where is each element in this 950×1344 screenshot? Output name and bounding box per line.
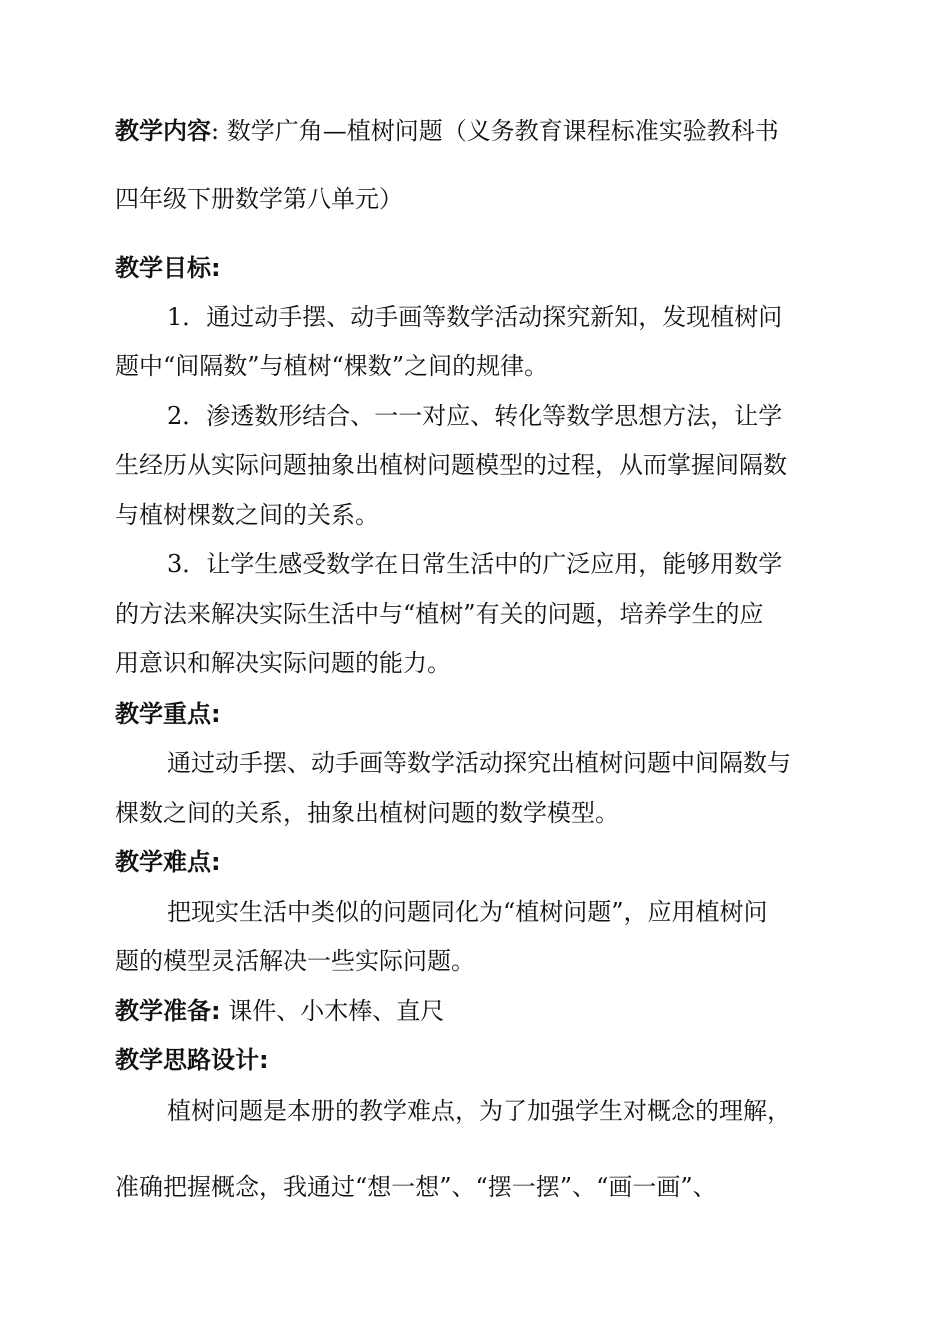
difficulties-line-2: 题的模型灵活解决一些实际问题。 (115, 947, 475, 975)
design-line-2: 准确把握概念，我通过“想一想”、“摆一摆”、“画一画”、 (115, 1173, 717, 1201)
goal-3-line-2: 的方法来解决实际生活中与“植树”有关的问题，培养学生的应 (115, 600, 764, 628)
difficulties-line-1: 把现实生活中类似的问题同化为“植树问题”，应用植树问 (167, 898, 768, 926)
goal-3-line-1: 3．让学生感受数学在日常生活中的广泛应用，能够用数学 (167, 550, 783, 578)
preparation-label: 教学准备: (115, 997, 221, 1025)
preparation-line (115, 995, 444, 1027)
goal-3-line-3: 用意识和解决实际问题的能力。 (115, 649, 451, 677)
key-points-line-2: 棵数之间的关系，抽象出植树问题的数学模型。 (115, 799, 619, 827)
preparation-text: 课件、小木棒、直尺 (228, 997, 445, 1025)
teaching-content-line (115, 115, 779, 147)
teaching-content-line-2: 四年级下册数学第八单元） (115, 185, 403, 213)
design-heading: 教学思路设计: (115, 1046, 269, 1074)
goal-1-line-2: 题中“间隔数”与植树“棵数”之间的规律。 (115, 352, 549, 380)
difficulties-heading: 教学难点: (115, 848, 221, 876)
goal-2-line-3: 与植树棵数之间的关系。 (115, 501, 379, 529)
goal-2-line-1: 2．渗透数形结合、一一对应、转化等数学思想方法，让学 (167, 402, 783, 430)
key-points-heading: 教学重点: (115, 700, 221, 728)
key-points-line-1: 通过动手摆、动手画等数学活动探究出植树问题中间隔数与 (167, 749, 791, 777)
design-line-1: 植树问题是本册的教学难点，为了加强学生对概念的理解， (167, 1097, 791, 1125)
teaching-content-text: 数学广角—植树问题（义务教育课程标准实验教科书 (226, 117, 779, 145)
goals-heading: 教学目标: (115, 254, 221, 282)
teaching-content-label: 教学内容 (115, 117, 211, 145)
teaching-content-separator: : (211, 117, 227, 145)
goal-1-line-1: 1．通过动手摆、动手画等数学活动探究新知，发现植树问 (167, 303, 783, 331)
goal-2-line-2: 生经历从实际问题抽象出植树问题模型的过程，从而掌握间隔数 (115, 451, 787, 479)
